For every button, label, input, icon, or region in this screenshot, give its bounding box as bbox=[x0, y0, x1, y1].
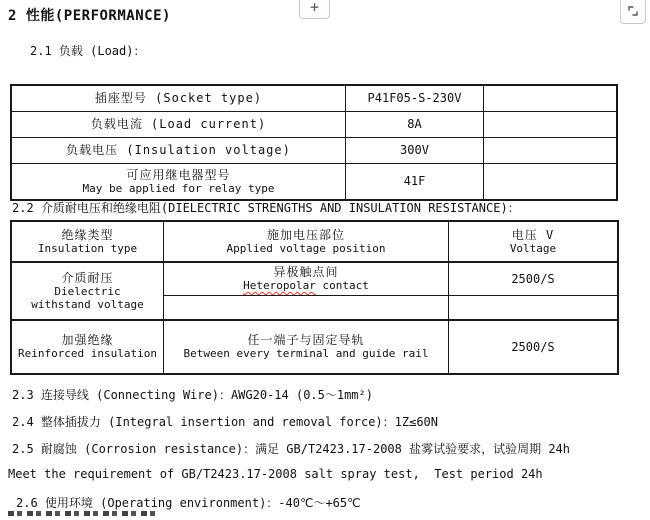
dielectric-withstand-voltage-cell: 2500/S bbox=[449, 263, 617, 296]
withstand-position-cn: 异极触点间 bbox=[273, 265, 339, 279]
reinforced-type-cn: 加强绝缘 bbox=[61, 333, 114, 347]
load-row-relay-type-label bbox=[12, 164, 346, 199]
load-row-socket-type-empty bbox=[484, 86, 616, 112]
header-position-en: Applied voltage position bbox=[226, 241, 386, 255]
expand-button[interactable] bbox=[620, 0, 646, 24]
dielectric-header-voltage bbox=[449, 222, 617, 263]
misspelled-word: Heteropolar bbox=[243, 279, 316, 292]
load-row-socket-type-label: 插座型号 (Socket type) bbox=[12, 86, 346, 112]
withstand-position-en bbox=[243, 279, 369, 292]
load-row-relay-type-empty bbox=[484, 164, 616, 199]
dielectric-table bbox=[10, 220, 619, 375]
dielectric-withstand-type-cell bbox=[12, 263, 164, 321]
header-position-cn: 施加电压部位 bbox=[266, 227, 345, 242]
dielectric-header-type bbox=[12, 222, 164, 263]
load-row-voltage-label: 负载电压 (Insulation voltage) bbox=[12, 138, 346, 164]
dielectric-withstand-voltage-empty-cell bbox=[449, 296, 617, 321]
section-2-1-label: 2.1 负载 (Load)： bbox=[30, 44, 146, 58]
load-row-voltage-value: 300V bbox=[346, 138, 484, 164]
load-row-socket-type-value: P41F05-S-230V bbox=[346, 86, 484, 112]
section-2-4-label: 2.4 整体插拔力 (Integral insertion and removal force)：1Z≤60N bbox=[12, 415, 439, 429]
load-row-voltage-empty bbox=[484, 138, 616, 164]
section-2-5-label: 2.5 耐腐蚀 (Corrosion resistance)：满足 GB/T2423.17-2008 盐雾试验要求，试验周期 24h bbox=[12, 442, 571, 456]
plus-button[interactable] bbox=[299, 0, 330, 19]
load-row-relay-type-value: 41F bbox=[346, 164, 484, 199]
reinforced-type-en: Reinforced insulation bbox=[17, 347, 158, 360]
reinforced-position-cell bbox=[164, 321, 449, 373]
withstand-type-en-2: withstand voltage bbox=[31, 297, 144, 311]
dielectric-withstand-position-empty-cell bbox=[164, 296, 449, 321]
load-table bbox=[10, 84, 618, 201]
reinforced-position-en: Between every terminal and guide rail bbox=[183, 347, 429, 360]
reinforced-voltage-cell: 2500/S bbox=[511, 339, 555, 354]
load-row-current-label: 负载电流 (Load current) bbox=[12, 112, 346, 138]
page-title: 2 性能(PERFORMANCE) bbox=[8, 8, 171, 24]
reinforced-type-cell bbox=[12, 321, 164, 373]
dielectric-withstand-position-cell bbox=[164, 263, 449, 296]
section-2-5-english-label: Meet the requirement of GB/T2423.17-2008 salt spray test, Test period 24h bbox=[8, 467, 543, 481]
relay-type-label-cn: 可应用继电器型号 bbox=[126, 167, 231, 182]
section-2-6-label: 2.6 使用环境 (Operating environment)：-40℃～+65℃ bbox=[16, 496, 361, 510]
withstand-type-cn: 介质耐压 bbox=[61, 270, 114, 285]
relay-type-label-en: May be applied for relay type bbox=[82, 181, 275, 195]
section-2-2-label: 2.2 介质耐电压和绝缘电阻(DIELECTRIC STRENGTHS AND INSULATION RESISTANCE)： bbox=[12, 201, 520, 215]
header-voltage-en: Voltage bbox=[509, 241, 557, 255]
reinforced-position-cn: 任一端子与固定导轨 bbox=[247, 333, 365, 347]
withstand-type-en-1: Dielectric bbox=[54, 284, 121, 298]
header-type-cn: 绝缘类型 bbox=[61, 227, 114, 242]
dielectric-header-position bbox=[164, 222, 449, 263]
expand-icon bbox=[627, 5, 639, 17]
load-row-current-empty bbox=[484, 112, 616, 138]
next-section-heading-clipped bbox=[8, 511, 158, 516]
header-voltage-cn: 电压 V bbox=[511, 227, 555, 242]
header-type-en: Insulation type bbox=[37, 241, 138, 255]
position-en-rest: contact bbox=[315, 279, 369, 292]
section-2-3-label: 2.3 连接导线 (Connecting Wire)：AWG20-14 (0.5～1mm²) bbox=[12, 388, 373, 402]
plus-icon: + bbox=[309, 0, 320, 16]
load-row-current-value: 8A bbox=[346, 112, 484, 138]
